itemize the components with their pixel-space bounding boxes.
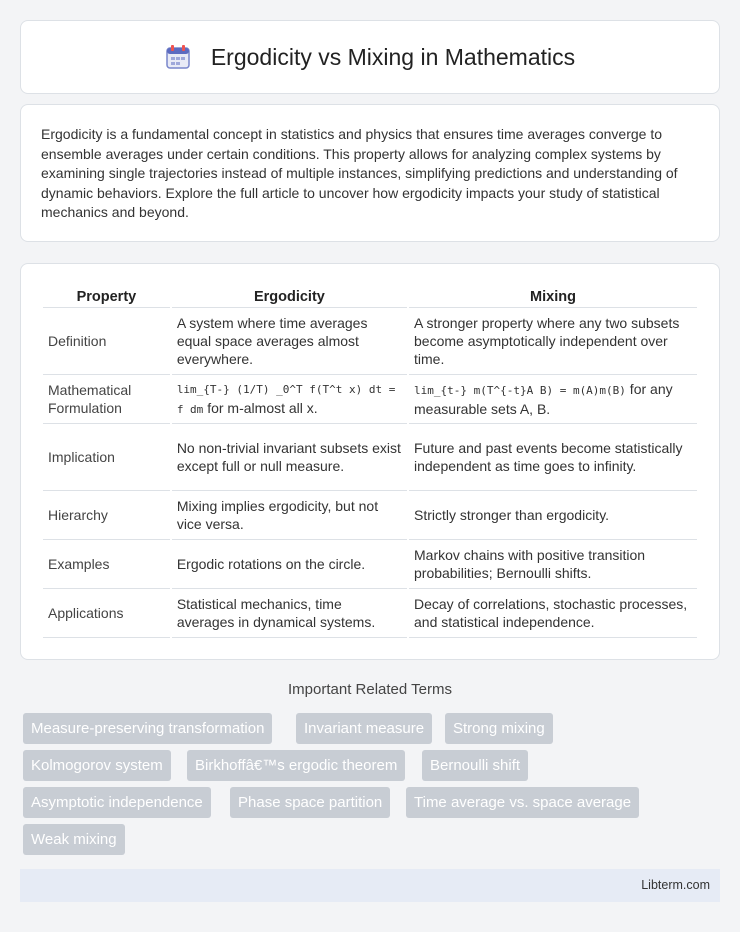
tag-birkhoffs-ergodic-theorem[interactable]: Birkhoffâ€™s ergodic theorem <box>187 750 405 781</box>
page-title: Ergodicity vs Mixing in Mathematics <box>210 43 576 70</box>
column-header-ergodicity: Ergodicity <box>172 286 407 308</box>
tag-kolmogorov-system[interactable]: Kolmogorov system <box>23 750 171 781</box>
table-row <box>43 308 697 375</box>
ergodicity-cell: A system where time averages equal space averages almost everywhere. <box>172 308 407 375</box>
tag-bernoulli-shift[interactable]: Bernoulli shift <box>422 750 528 781</box>
mixing-cell: Future and past events become statistically independent as time goes to infinity. <box>409 424 697 491</box>
column-header-mixing: Mixing <box>409 286 697 308</box>
header-card <box>20 20 720 94</box>
property-cell: Applications <box>43 589 170 638</box>
intro-text: Ergodicity is a fundamental concept in statistics and physics that ensures time averages converge to ensemble averages under certain conditions. This property allows for analyzing complex systems by examining single trajectories instead of multiple instances, simplifying predictions and understanding of dynamic behaviors. Explore the full article to uncover how ergodicity impacts your study of statistical mechanics and beyond. <box>41 126 678 220</box>
ergodicity-cell: Ergodic rotations on the circle. <box>172 540 407 589</box>
table-row <box>43 375 697 424</box>
tag-strong-mixing[interactable]: Strong mixing <box>445 713 553 744</box>
mixing-cell <box>409 375 697 424</box>
table-row <box>43 589 697 638</box>
table-row <box>43 424 697 491</box>
ergodicity-cell: Statistical mechanics, time averages in dynamical systems. <box>172 589 407 638</box>
formula-text: for any measurable sets A, B. <box>414 381 673 417</box>
column-header-property: Property <box>43 286 170 308</box>
property-cell: Examples <box>43 540 170 589</box>
formula-code: lim_{t-} m(T^{-t}A B) = m(A)m(B) <box>414 384 626 397</box>
property-cell: Hierarchy <box>43 491 170 540</box>
footer <box>20 869 720 902</box>
tag-measure-preserving-transformation[interactable]: Measure-preserving transformation <box>23 713 272 744</box>
property-cell: Implication <box>43 424 170 491</box>
mixing-cell: A stronger property where any two subsets become asymptotically independent over time. <box>409 308 697 375</box>
footer-site-link[interactable]: Libterm.com <box>641 878 710 892</box>
property-cell: Definition <box>43 308 170 375</box>
comparison-table <box>41 286 699 638</box>
calendar-icon <box>165 44 191 70</box>
tag-invariant-measure[interactable]: Invariant measure <box>296 713 432 744</box>
table-row <box>43 540 697 589</box>
property-cell: Mathematical Formulation <box>43 375 170 424</box>
mixing-cell: Markov chains with positive transition probabilities; Bernoulli shifts. <box>409 540 697 589</box>
ergodicity-cell: No non-trivial invariant subsets exist except full or null measure. <box>172 424 407 491</box>
intro-card <box>20 104 720 242</box>
tag-weak-mixing[interactable]: Weak mixing <box>23 824 125 855</box>
tag-phase-space-partition[interactable]: Phase space partition <box>230 787 390 818</box>
tag-asymptotic-independence[interactable]: Asymptotic independence <box>23 787 211 818</box>
ergodicity-cell <box>172 375 407 424</box>
mixing-cell: Decay of correlations, stochastic processes, and statistical independence. <box>409 589 697 638</box>
formula-text: for m-almost all x. <box>203 400 318 416</box>
table-row <box>43 491 697 540</box>
mixing-cell: Strictly stronger than ergodicity. <box>409 491 697 540</box>
ergodicity-cell: Mixing implies ergodicity, but not vice versa. <box>172 491 407 540</box>
related-terms-title: Important Related Terms <box>288 681 452 698</box>
comparison-card <box>20 263 720 660</box>
tag-time-average-vs-space-average[interactable]: Time average vs. space average <box>406 787 639 818</box>
formula-code: lim_{T-} (1/T) _0^T f(T^t x) dt = f dm <box>176 383 396 416</box>
